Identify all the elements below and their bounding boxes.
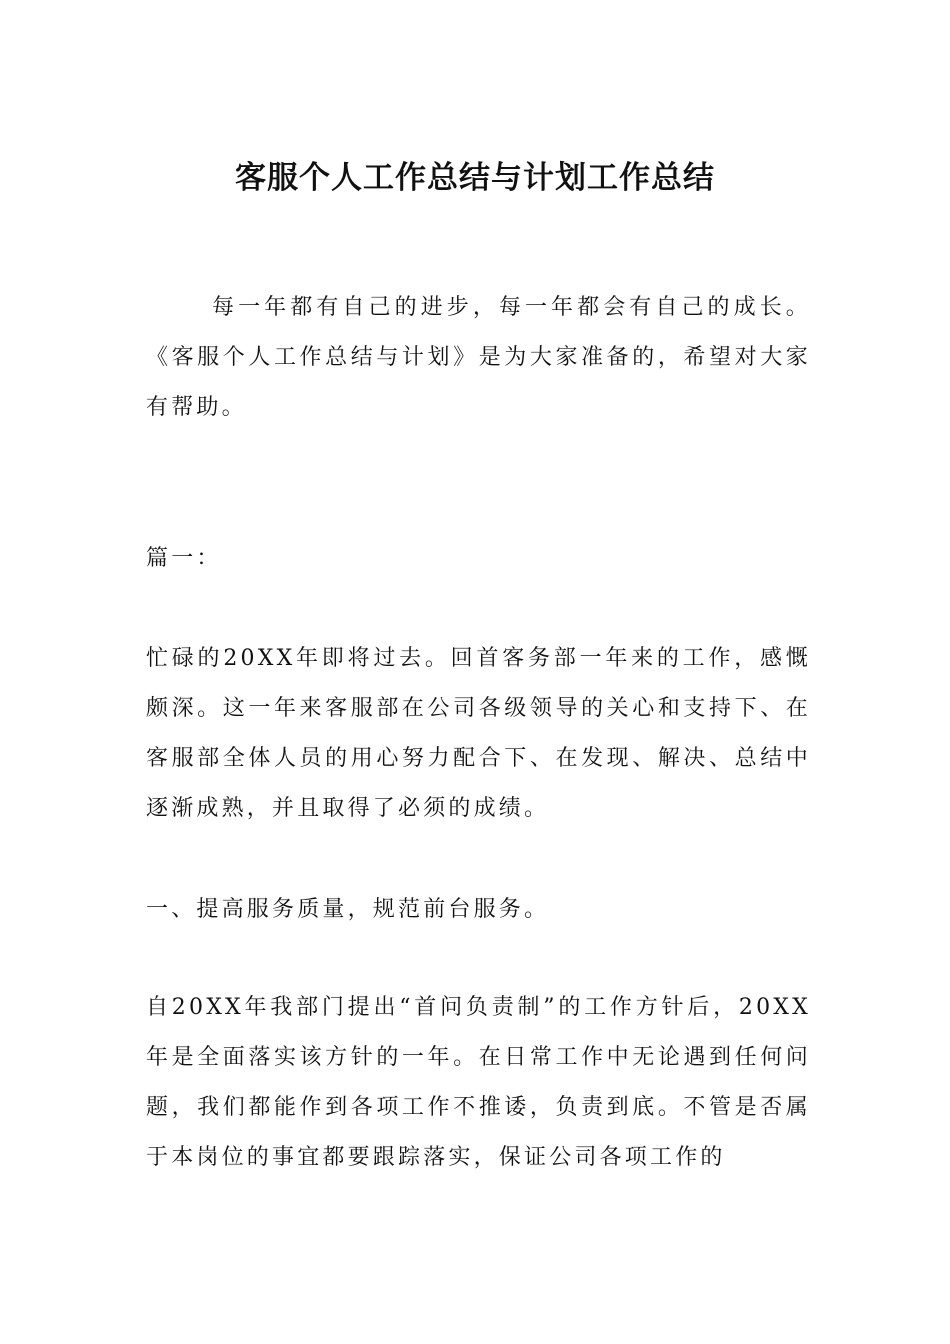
section-heading-part-one: 篇一： (146, 546, 222, 571)
document-title: 客服个人工作总结与计划工作总结 (235, 160, 715, 196)
section-heading-1: 一、提高服务质量，规范前台服务。 (146, 897, 550, 922)
body-paragraph-1: 忙碌的20XX年即将过去。回首客务部一年来的工作，感慨颇深。这一年来客服部在公司各级领导的关心和支持下、在客服部全体人员的用心努力配合下、在发现、解决、总结中逐渐成熟，并且取得了必须的成绩。 (146, 646, 811, 821)
intro-paragraph: 每一年都有自己的进步，每一年都会有自己的成长。《客服个人工作总结与计划》是为大家准备的，希望对大家有帮助。 (146, 295, 811, 420)
body-paragraph-2: 自20XX年我部门提出“首问负责制”的工作方针后，20XX年是全面落实该方针的一年。在日常工作中无论遇到任何问题，我们都能作到各项工作不推诿，负责到底。不管是否属于本岗位的事宜都要跟踪落实，保证公司各项工作的 (146, 995, 811, 1170)
